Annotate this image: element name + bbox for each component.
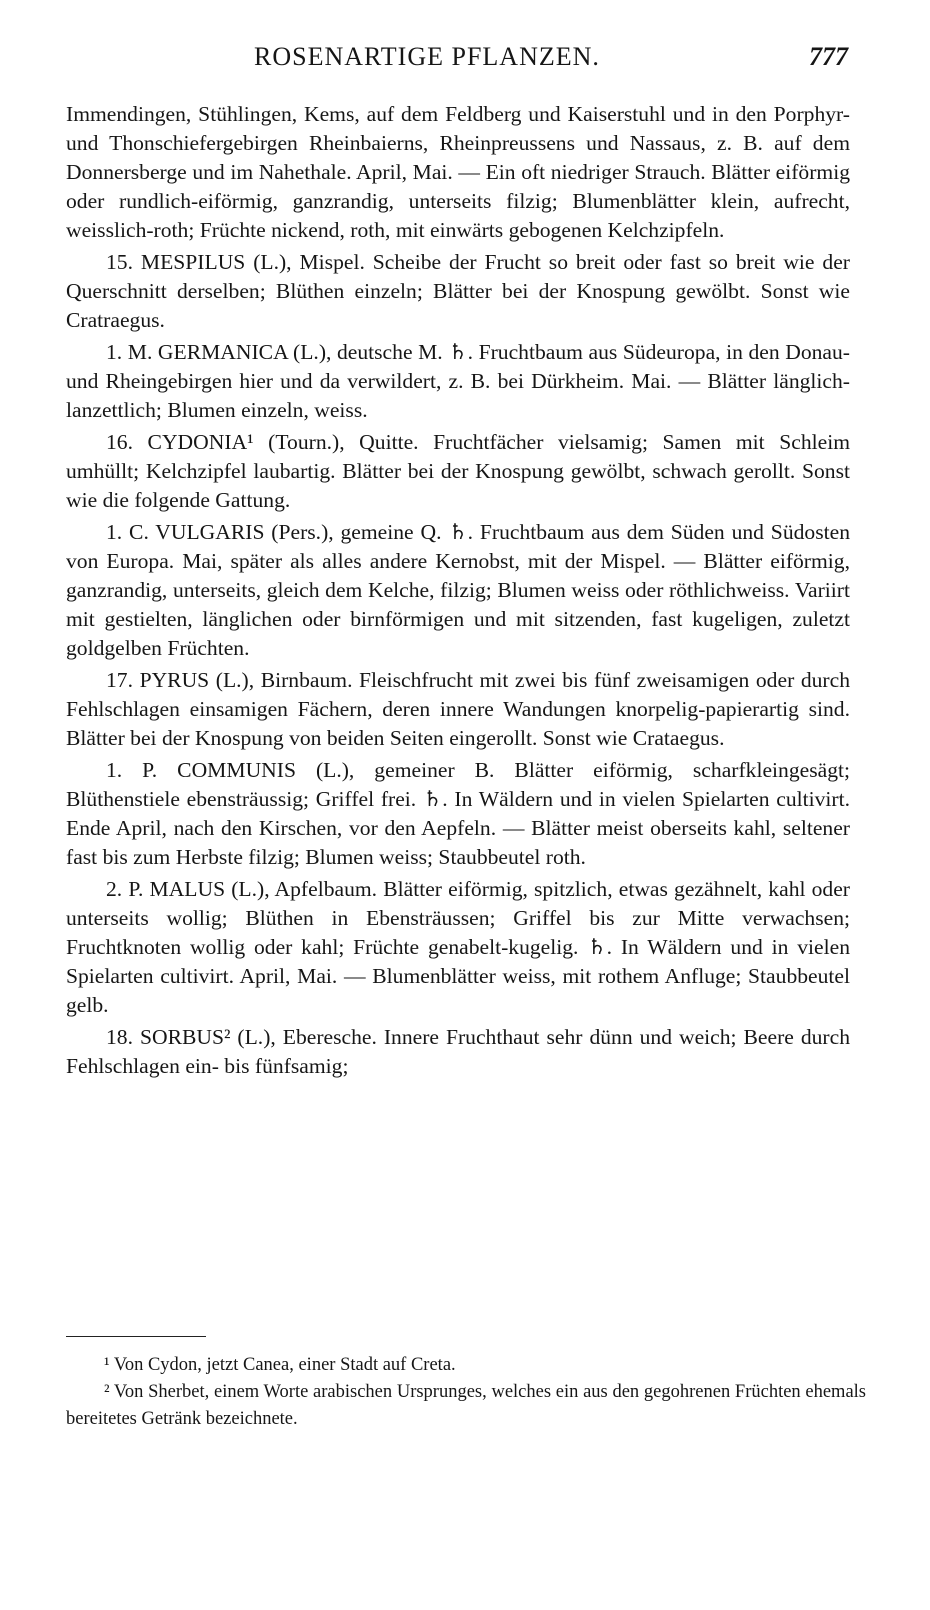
footnote-2: ² Von Sherbet, einem Worte arabischen Ursprunges, welches ein aus den gegohrenen Früchten ehemals bereitetes Getränk bezeichnete. [66,1382,866,1429]
running-title: ROSENARTIGE PFLANZEN. [254,42,600,71]
species-pyrus-communis: 1. P. COMMUNIS (L.), gemeiner B. Blätter eiförmig, scharfkleingesägt; Blüthenstiele ebensträussig; Griffel frei. ♄. In Wäldern und in vielen Spielarten cultivirt. Ende April, nach den Kirschen, vor den Aepfeln. — Blätter meist oberseits kahl, seltener fast bis zum Herbste filzig; Blumen weiss; Staubbeutel roth. [66,758,850,869]
genus-sorbus: 18. SORBUS² (L.), Eberesche. Innere Fruchthaut sehr dünn und weich; Beere durch Fehlschlagen ein- bis fünfsamig; [66,1025,850,1078]
page-number: 777 [809,42,848,71]
body-text [66,100,850,1084]
footnotes [66,1352,866,1433]
genus-pyrus: 17. PYRUS (L.), Birnbaum. Fleischfrucht mit zwei bis fünf zweisamigen oder durch Fehlschlagen einsamigen Fächern, deren innere Wandungen knorpelig-papierartig sind. Blätter bei der Knospung von beiden Seiten eingerollt. Sonst wie Crataegus. [66,668,850,750]
genus-mespilus: 15. MESPILUS (L.), Mispel. Scheibe der Frucht so breit oder fast so breit wie der Querschnitt derselben; Blüthen einzeln; Blätter bei der Knospung gewölbt. Sonst wie Cratraegus. [66,250,850,332]
footnote-rule [66,1336,206,1337]
footnote-1: ¹ Von Cydon, jetzt Canea, einer Stadt auf Creta. [104,1355,456,1375]
species-mespilus-germanica: 1. M. GERMANICA (L.), deutsche M. ♄. Fruchtbaum aus Südeuropa, in den Donau- und Rheingebirgen hier und da verwildert, z. B. bei Dürkheim. Mai. — Blätter länglich-lanzettlich; Blumen einzeln, weiss. [66,340,850,422]
genus-cydonia: 16. CYDONIA¹ (Tourn.), Quitte. Fruchtfächer vielsamig; Samen mit Schleim umhüllt; Kelchzipfel laubartig. Blätter bei der Knospung gewölbt, schwach gerollt. Sonst wie die folgende Gattung. [66,430,850,512]
paragraph-continuation: Immendingen, Stühlingen, Kems, auf dem Feldberg und Kaiserstuhl und in den Porphyr- und Thonschiefergebirgen Rheinbaierns, Rheinpreussens und Nassaus, z. B. auf dem Donnersberge und im Nahethale. April, Mai. — Ein oft niedriger Strauch. Blätter eiförmig oder rundlich-eiförmig, ganzrandig, unterseits filzig; Blumenblätter klein, aufrecht, weisslich-roth; Früchte nickend, roth, mit einwärts gebogenen Kelchzipfeln. [66,102,850,242]
page-header [66,42,848,76]
species-cydonia-vulgaris: 1. C. VULGARIS (Pers.), gemeine Q. ♄. Fruchtbaum aus dem Süden und Südosten von Europa. Mai, später als alles andere Kernobst, mit der Mispel. — Blätter eiförmig, ganzrandig, unterseits, gleich dem Kelche, filzig; Blumen weiss oder röthlichweiss. Variirt mit gestielten, länglichen oder birnförmigen und mit sitzenden, fast kugeligen, zuletzt goldgelben Früchten. [66,520,850,660]
species-pyrus-malus: 2. P. MALUS (L.), Apfelbaum. Blätter eiförmig, spitzlich, etwas gezähnelt, kahl oder unterseits wollig; Blüthen in Ebensträussen; Griffel bis zur Mitte verwachsen; Fruchtknoten wollig oder kahl; Früchte genabelt-kugelig. ♄. In Wäldern und in vielen Spielarten cultivirt. April, Mai. — Blumenblätter weiss, mit rothem Anfluge; Staubbeutel gelb. [66,877,850,1017]
